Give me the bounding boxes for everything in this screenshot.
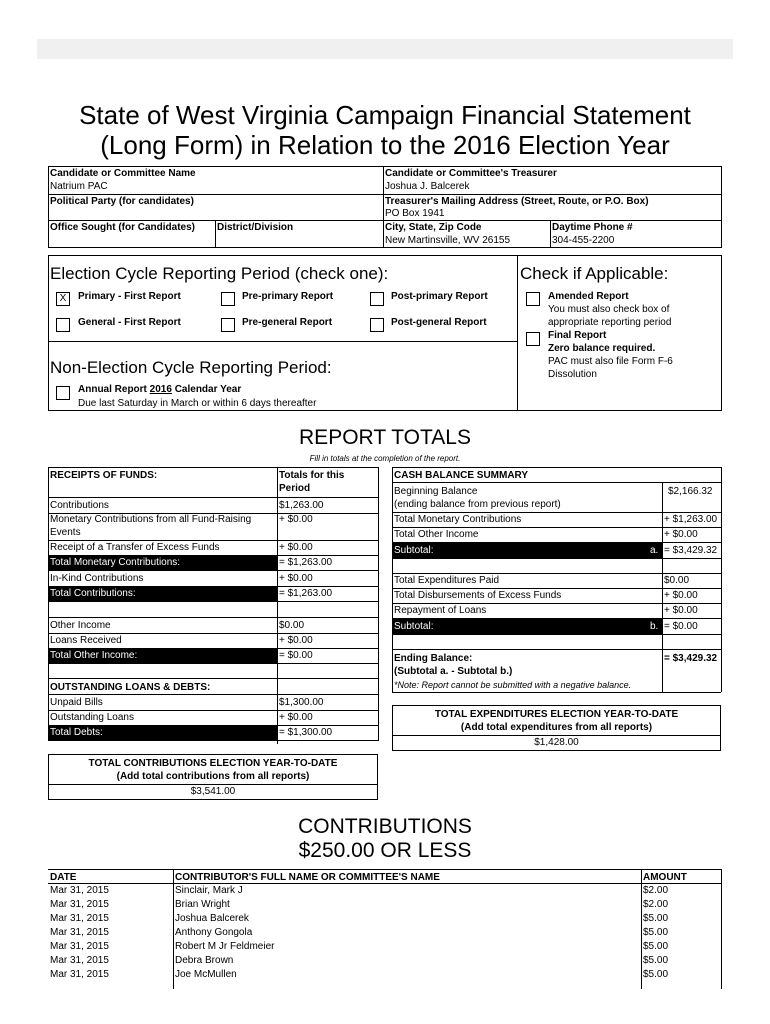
total-monetary-label: Total Monetary Contributions: [50, 557, 181, 568]
col-date: DATE [50, 872, 77, 883]
totals-col-2: Period [279, 483, 311, 494]
contrib-name: Brian Wright [175, 899, 230, 910]
annual-label: Annual Report 2016 Calendar Year [78, 384, 242, 395]
rule-line [48, 617, 378, 618]
ytd-exp-label-2: (Add total expenditures from all reports) [460, 722, 653, 733]
total-monetary-c-label: Total Monetary Contributions [394, 514, 522, 525]
rule-line [378, 467, 379, 697]
inkind-value[interactable]: + $0.00 [279, 573, 313, 584]
rule-line [392, 467, 393, 692]
total-other-c-value[interactable]: + $0.00 [664, 529, 698, 540]
total-contrib-value[interactable]: = $1,263.00 [279, 588, 333, 599]
rule-line [48, 570, 378, 571]
total-other-value[interactable]: = $0.00 [279, 650, 313, 661]
pregeneral-label: Pre-general Report [242, 317, 333, 328]
treasurer-label: Candidate or Committee's Treasurer [385, 168, 557, 179]
unpaid-value[interactable]: $1,300.00 [279, 697, 324, 708]
party-label: Political Party (for candidates) [50, 196, 194, 207]
contrib-heading-1: CONTRIBUTIONS [298, 815, 472, 838]
col-amount: AMOUNT [643, 872, 687, 883]
rule-line [48, 740, 378, 741]
unpaid-label: Unpaid Bills [50, 697, 103, 708]
contrib-amount: $2.00 [643, 899, 669, 910]
beginning-label: Beginning Balance [394, 486, 478, 497]
rule-line [721, 467, 722, 692]
exp-paid-label: Total Expenditures Paid [394, 575, 500, 586]
preprimary-label: Pre-primary Report [242, 291, 334, 302]
loans-received-value[interactable]: + $0.00 [279, 635, 313, 646]
repay-value[interactable]: + $0.00 [664, 605, 698, 616]
general-checkbox[interactable] [56, 318, 70, 332]
repay-label: Repayment of Loans [394, 605, 487, 616]
ytd-contrib-label-2: (Add total contributions from all reports) [116, 771, 310, 782]
totals-col-1: Totals for this [279, 470, 345, 481]
annual-note: Due last Saturday in March or within 6 days thereafter [78, 398, 317, 409]
contrib-heading-2: $250.00 OR LESS [298, 839, 472, 862]
contrib-name: Robert M Jr Feldmeier [175, 941, 275, 952]
final-label: Final Report [548, 330, 607, 341]
transfer-value[interactable]: + $0.00 [279, 542, 313, 553]
ending-value[interactable]: = $3,429.32 [664, 653, 718, 664]
contrib-amount: $5.00 [643, 955, 669, 966]
rule-line [392, 467, 721, 468]
monetary1-label: Monetary Contributions from all Fund-Raising [50, 514, 252, 525]
rule-line [48, 601, 378, 602]
office-label: Office Sought (for Candidates) [50, 222, 195, 233]
inkind-label: In-Kind Contributions [50, 573, 144, 584]
ending-label-2: (Subtotal a. - Subtotal b.) [394, 666, 513, 677]
rule-line [392, 634, 721, 635]
col-name: CONTRIBUTOR'S FULL NAME OR COMMITTEE'S NAME [175, 872, 440, 883]
contrib-name: Debra Brown [175, 955, 234, 966]
general-label: General - First Report [78, 317, 181, 328]
total-contrib-label: Total Contributions: [50, 588, 136, 599]
disb-value[interactable]: + $0.00 [664, 590, 698, 601]
subtotal-a-tag: a. [650, 545, 659, 556]
loans-received-label: Loans Received [50, 635, 122, 646]
phone-label: Daytime Phone # [552, 222, 633, 233]
rule-line [392, 649, 721, 650]
preprimary-checkbox[interactable] [221, 292, 235, 306]
rule-line [48, 467, 378, 468]
total-other-c-label: Total Other Income [394, 529, 479, 540]
monetary-label-2: Events [50, 527, 81, 538]
ytd-contrib-value[interactable]: $3,541.00 [190, 786, 236, 797]
exp-paid-value[interactable]: $0.00 [664, 575, 690, 586]
amended-note-2: appropriate reporting period [548, 317, 672, 328]
top-bar [37, 39, 733, 59]
receipts-label: RECEIPTS OF FUNDS: [50, 470, 158, 481]
ending-note: *Note: Report cannot be submitted with a negative balance. [394, 680, 632, 690]
report-totals-note: Fill in totals at the completion of the report. [309, 454, 461, 463]
treasurer-value[interactable]: Joshua J. Balcerek [385, 181, 470, 192]
cash-summary-label: CASH BALANCE SUMMARY [394, 470, 529, 481]
contrib-date: Mar 31, 2015 [50, 927, 109, 938]
contrib-date: Mar 31, 2015 [50, 899, 109, 910]
amended-checkbox[interactable] [526, 292, 540, 306]
address-value[interactable]: PO Box 1941 [385, 208, 445, 219]
total-debts-label: Total Debts: [50, 727, 103, 738]
rule-line [48, 497, 378, 498]
subtotal-a-label: Subtotal: [394, 545, 434, 556]
rule-line [392, 482, 721, 483]
beginning-label-2: (ending balance from previous report) [394, 499, 561, 510]
report-totals-heading: REPORT TOTALS [299, 426, 471, 449]
rule-line [662, 482, 663, 692]
address-label: Treasurer's Mailing Address (Street, Route, or P.O. Box) [385, 196, 649, 207]
disb-label: Total Disbursements of Excess Funds [394, 590, 562, 601]
ending-label: Ending Balance: [394, 653, 473, 664]
subtotal-b-label: Subtotal: [394, 621, 434, 632]
pac-note-1: PAC must also file Form F-6 [548, 356, 673, 367]
rule-line [48, 678, 378, 679]
subtotal-b-value[interactable]: = $0.00 [664, 621, 698, 632]
rule-line [48, 694, 49, 741]
pregeneral-checkbox[interactable] [221, 318, 235, 332]
contrib-amount: $2.00 [643, 885, 669, 896]
rule-line [392, 558, 721, 559]
outstanding-loans-label: Outstanding Loans [50, 712, 134, 723]
contrib-name: Anthony Gongola [175, 927, 253, 938]
candidate-label: Candidate or Committee Name [50, 168, 196, 179]
title-line-1: State of West Virginia Campaign Financial Statement [79, 100, 691, 130]
subtotal-a-value[interactable]: = $3,429.32 [664, 545, 718, 556]
zero-balance-label: Zero balance required. [548, 343, 656, 354]
applicable-heading: Check if Applicable: [520, 264, 669, 283]
monetary1-value[interactable]: + $0.00 [279, 514, 313, 525]
final-checkbox[interactable] [526, 332, 540, 346]
contrib-name: Sinclair, Mark J [175, 885, 243, 896]
rule-line [378, 694, 379, 741]
title-line-2: (Long Form) in Relation to the 2016 Election Year [100, 130, 670, 160]
postprimary-label: Post-primary Report [391, 291, 488, 302]
contrib-date: Mar 31, 2015 [50, 969, 109, 980]
contrib-amount: $5.00 [643, 913, 669, 924]
rule-line [48, 694, 378, 695]
primary-label: Primary - First Report [78, 291, 181, 302]
annual-checkbox[interactable] [56, 386, 70, 400]
ytd-exp-label-1: TOTAL EXPENDITURES ELECTION YEAR-TO-DATE [434, 709, 679, 720]
total-other-label: Total Other Income: [50, 650, 138, 661]
contrib-date: Mar 31, 2015 [50, 941, 109, 952]
amended-note-1: You must also check box of [548, 304, 670, 315]
contrib-name: Joe McMullen [175, 969, 237, 980]
total-debts-value[interactable]: = $1,300.00 [279, 727, 333, 738]
contrib-amount: $5.00 [643, 941, 669, 952]
rule-line [48, 663, 378, 664]
candidate-value[interactable]: Natrium PAC [50, 181, 108, 192]
contrib-date: Mar 31, 2015 [50, 955, 109, 966]
contrib-amount: $5.00 [643, 927, 669, 938]
total-monetary-c-value[interactable]: + $1,263.00 [664, 514, 718, 525]
amended-label: Amended Report [548, 291, 629, 302]
primary-checkbox[interactable]: X [56, 292, 70, 306]
other-income-value[interactable]: $0.00 [279, 620, 305, 631]
contrib-name: Joshua Balcerek [175, 913, 249, 924]
contributions-label: Contributions [50, 500, 109, 511]
contrib-date: Mar 31, 2015 [50, 913, 109, 924]
beginning-value[interactable]: $2,166.32 [668, 486, 713, 497]
district-label: District/Division [217, 222, 294, 233]
ytd-contrib-label-1: TOTAL CONTRIBUTIONS ELECTION YEAR-TO-DATE [88, 758, 338, 769]
postprimary-checkbox[interactable] [370, 292, 384, 306]
ytd-exp-value[interactable]: $1,428.00 [534, 737, 579, 748]
city-value[interactable]: New Martinsville, WV 26155 [385, 235, 511, 246]
page-title [40, 100, 730, 160]
contrib-amount: $5.00 [643, 969, 669, 980]
rule-line [277, 694, 278, 741]
transfer-label: Receipt of a Transfer of Excess Funds [50, 542, 220, 553]
other-income-label: Other Income [50, 620, 111, 631]
postgeneral-label: Post-general Report [391, 317, 487, 328]
total-monetary-value[interactable]: = $1,263.00 [279, 557, 333, 568]
subtotal-b-tag: b. [650, 621, 659, 632]
nonelection-heading: Non-Election Cycle Reporting Period: [50, 358, 332, 377]
outstanding-loans-value[interactable]: + $0.00 [279, 712, 313, 723]
rule-line [392, 692, 721, 693]
phone-value[interactable]: 304-455-2200 [552, 235, 615, 246]
outstanding-label: OUTSTANDING LOANS & DEBTS: [50, 682, 211, 693]
contributions-value[interactable]: $1,263.00 [279, 500, 324, 511]
period-heading: Election Cycle Reporting Period (check one): [50, 264, 389, 283]
pac-note-2: Dissolution [548, 369, 597, 380]
city-label: City, State, Zip Code [385, 222, 482, 233]
contrib-date: Mar 31, 2015 [50, 885, 109, 896]
postgeneral-checkbox[interactable] [370, 318, 384, 332]
